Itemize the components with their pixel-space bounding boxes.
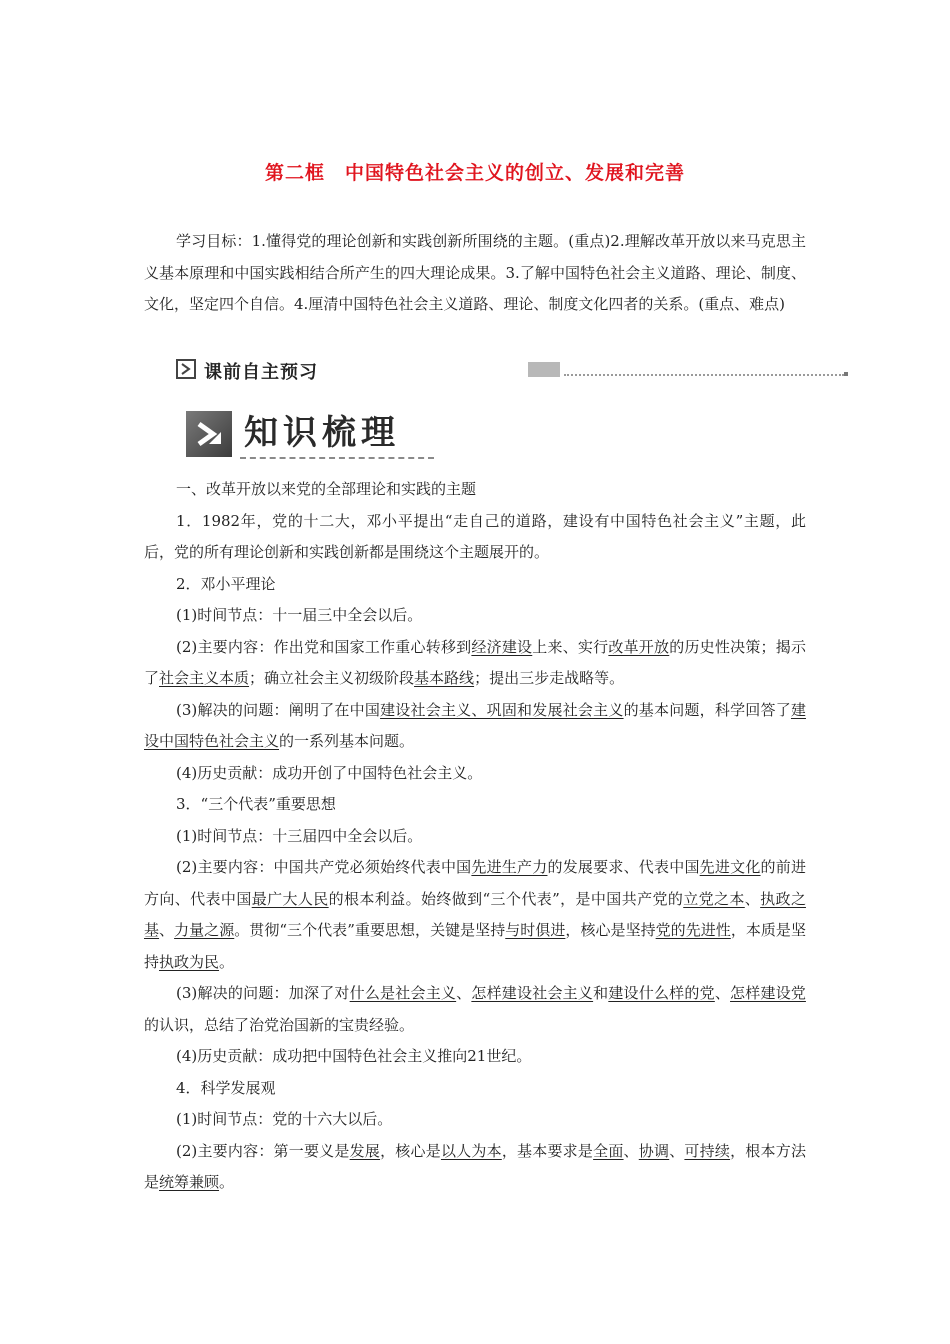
heading-4: 4．科学发展观	[176, 1078, 276, 1097]
underlined-term: 社会主义本质	[159, 669, 250, 687]
underlined-term: 党的先进性	[655, 921, 731, 939]
underlined-term: 发展	[349, 1141, 381, 1160]
paragraph-2-2: (2)主要内容：作出党和国家工作重心转移到经济建设上来、实行改革开放的历史性决策；揭示了社会主义本质；确立社会主义初级阶段基本路线；提出三步走战略等。	[144, 637, 806, 687]
paragraph-4-1: (1)时间节点：党的十六大以后。	[176, 1110, 393, 1128]
underlined-term: 怎样建设社会主义	[471, 984, 594, 1002]
paragraph-2-4: (4)历史贡献：成功开创了中国特色社会主义。	[176, 763, 483, 782]
underlined-term: 立党之本	[683, 889, 745, 908]
underlined-term: 什么是社会主义	[349, 984, 457, 1002]
underlined-term: 经济建设	[471, 637, 533, 656]
paragraph-3-2: (2)主要内容：中国共产党必须始终代表中国先进生产力的发展要求、代表中国先进文化的前进方向、代表中国最广大人民的根本利益。始终做到“三个代表”，是中国共产党的立党之本、执政之基、力量之源。贯彻“三个代表”重要思想，关键是坚持与时俱进，核心是坚持党的先进性，本质是坚持执政为民。	[144, 858, 806, 971]
paragraph-1: 1．1982年，党的十二大，邓小平提出“走自己的道路，建设有中国特色社会主义”主题，此后，党的所有理论创新和实践创新都是围绕这个主题展开的。	[144, 511, 806, 561]
heading-3: 3．“三个代表”重要思想	[176, 795, 336, 813]
heading-1: 一、改革开放以来党的全部理论和实践的主题	[176, 480, 477, 498]
underlined-term: 可持续	[684, 1141, 731, 1160]
paragraph-4-2: (2)主要内容：第一要义是发展，核心是以人为本，基本要求是全面、协调、可持续，根本方法是统筹兼顾。	[144, 1141, 806, 1191]
double-chevron-icon	[186, 411, 232, 457]
knowledge-banner	[186, 411, 446, 463]
underlined-term: 协调	[638, 1141, 670, 1160]
underlined-term: 建设中国特色社会主义	[144, 700, 806, 750]
paragraph-3-1: (1)时间节点：十三届四中全会以后。	[176, 826, 423, 845]
underlined-term: 基本路线	[414, 669, 475, 687]
content-body	[144, 474, 806, 1199]
arrow-box-icon	[176, 359, 196, 379]
underlined-term: 改革开放	[608, 637, 670, 656]
page-title: 第二框 中国特色社会主义的创立、发展和完善	[264, 162, 685, 184]
knowledge-banner-label: 知识梳理	[244, 413, 400, 453]
underlined-term: 建设社会主义、巩固和发展社会主义	[380, 700, 624, 719]
underlined-term: 以人为本	[440, 1141, 502, 1160]
paragraph-3-3: (3)解决的问题：加深了对什么是社会主义、怎样建设社会主义和建设什么样的党、怎样建设党的认识，总结了治党治国新的宝贵经验。	[144, 984, 806, 1034]
underlined-term: 全面	[593, 1141, 624, 1160]
underlined-term: 建设什么样的党	[608, 984, 715, 1002]
paragraph-2-3: (3)解决的问题：阐明了在中国建设社会主义、巩固和发展社会主义的基本问题，科学回答了建设中国特色社会主义的一系列基本问题。	[144, 700, 806, 750]
paragraph-2-1: (1)时间节点：十一届三中全会以后。	[176, 606, 423, 624]
banner-bar	[528, 362, 560, 377]
underlined-term: 怎样建设党	[730, 984, 806, 1002]
banner-dashed-rule	[240, 457, 434, 459]
underlined-term: 执政之基	[144, 889, 806, 939]
underlined-term: 力量之源	[174, 921, 235, 939]
section-banner-label: 课前自主预习	[204, 362, 318, 383]
banner-dotted-rule	[564, 374, 844, 376]
underlined-term: 与时俱进	[505, 921, 566, 939]
underlined-term: 先进文化	[699, 858, 761, 876]
underlined-term: 最广大人民	[251, 889, 329, 908]
paragraph-3-4: (4)历史贡献：成功把中国特色社会主义推向21世纪。	[176, 1047, 532, 1065]
heading-2: 2．邓小平理论	[176, 574, 276, 593]
underlined-term: 统筹兼顾	[159, 1173, 220, 1191]
section-banner	[176, 357, 848, 385]
underlined-term: 执政为民	[159, 952, 220, 971]
learning-goals: 学习目标：1.懂得党的理论创新和实践创新所围绕的主题。(重点)2.理解改革开放以来马克思主义基本原理和中国实践相结合所产生的四大理论成果。3.了解中国特色社会主义道路、理论、制度、文化，坚定四个自信。4.厘清中国特色社会主义道路、理论、制度文化四者的关系。(重点、难点)	[144, 232, 806, 313]
underlined-term: 先进生产力	[471, 858, 548, 876]
banner-end-dot	[844, 372, 848, 376]
